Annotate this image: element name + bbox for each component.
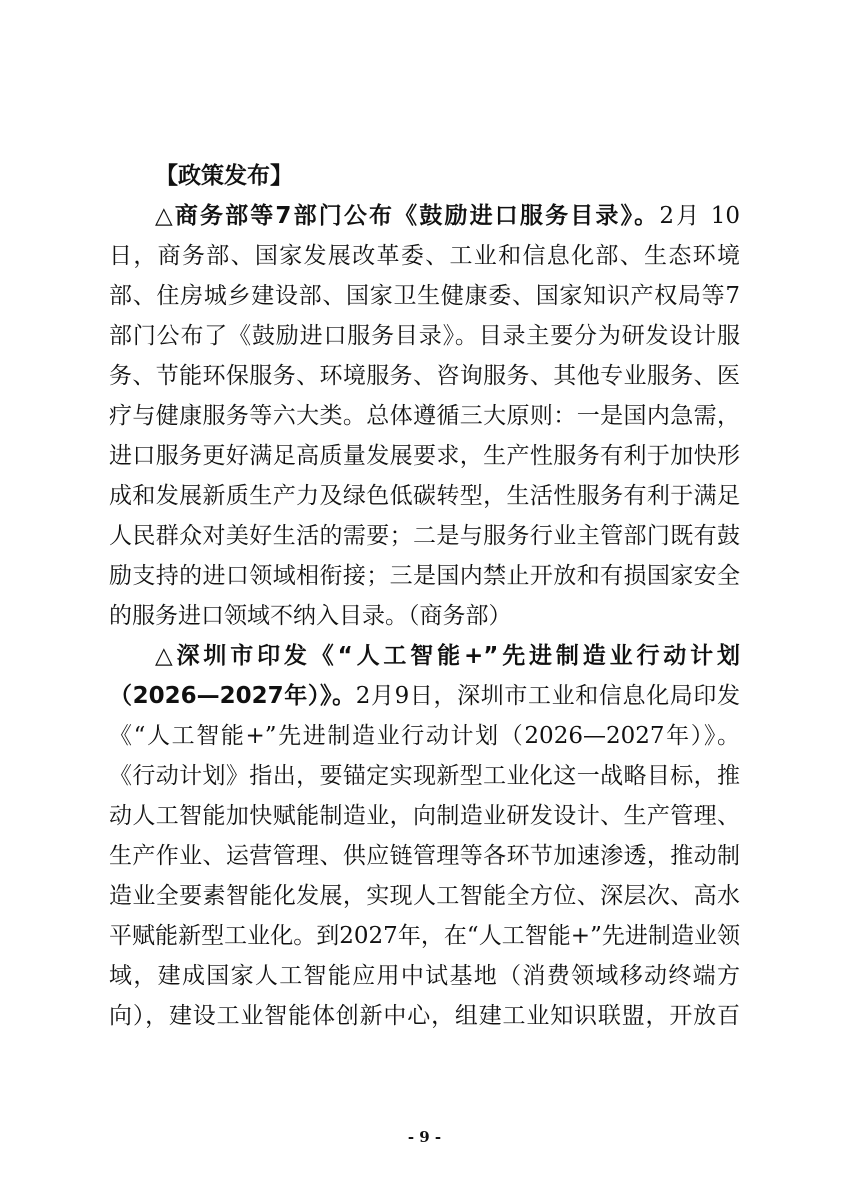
item1-first-line xyxy=(155,196,740,236)
item1-line-10: 的服务进口领域不纳入目录。（商务部） xyxy=(109,603,512,629)
item2-line-8: 向），建设工业智能体创新中心，组建工业知识联盟，开放百 xyxy=(109,1003,740,1029)
item1-line-0: 2月 10 xyxy=(659,203,740,229)
item1-title: △商务部等7部门公布《鼓励进口服务目录》。 xyxy=(155,203,660,229)
item1-line-1: 日，商务部、国家发展改革委、工业和信息化部、生态环境 xyxy=(109,243,740,269)
item1-line-4: 务、节能环保服务、环境服务、咨询服务、其他专业服务、医 xyxy=(109,363,740,389)
section-heading: 【政策发布】 xyxy=(155,163,293,189)
item1-line-5: 疗与健康服务等六大类。总体遵循三大原则：一是国内急需， xyxy=(109,403,740,429)
item2-title-line2: （2026—2027年）》。 xyxy=(109,683,356,709)
item1-line-9: 励支持的进口领域相衔接；三是国内禁止开放和有损国家安全 xyxy=(109,563,740,589)
item2-line-0: 2月9日，深圳市工业和信息化局印发 xyxy=(355,683,740,709)
item1-line-7: 成和发展新质生产力及绿色低碳转型，生活性服务有利于满足 xyxy=(109,483,740,509)
page-number: - 9 - xyxy=(407,1128,442,1146)
item2-line-6: 平赋能新型工业化。到2027年，在“人工智能+”先进制造业领 xyxy=(109,923,740,949)
item1-line-3: 部门公布了《鼓励进口服务目录》。目录主要分为研发设计服 xyxy=(109,323,740,349)
item1-line-6: 进口服务更好满足高质量发展要求，生产性服务有利于加快形 xyxy=(109,443,740,469)
item2-line-7: 域，建成国家人工智能应用中试基地（消费领域移动终端方 xyxy=(109,963,740,989)
item2-line-3: 动人工智能加快赋能制造业，向制造业研发设计、生产管理、 xyxy=(109,803,740,829)
item2-line-2: 《行动计划》指出，要锚定实现新型工业化这一战略目标，推 xyxy=(109,763,740,789)
item2-title-line1: △深圳市印发《“人工智能+”先进制造业行动计划 xyxy=(155,643,740,669)
item2-line-1: 《“人工智能+”先进制造业行动计划（2026—2027年）》。 xyxy=(109,723,740,749)
item2-first-line xyxy=(109,676,740,716)
item2-line-5: 造业全要素智能化发展，实现人工智能全方位、深层次、高水 xyxy=(109,883,740,909)
item2-line-4: 生产作业、运营管理、供应链管理等各环节加速渗透，推动制 xyxy=(109,843,740,869)
item1-line-2: 部、住房城乡建设部、国家卫生健康委、国家知识产权局等7 xyxy=(109,283,740,309)
item1-line-8: 人民群众对美好生活的需要；二是与服务行业主管部门既有鼓 xyxy=(109,523,740,549)
